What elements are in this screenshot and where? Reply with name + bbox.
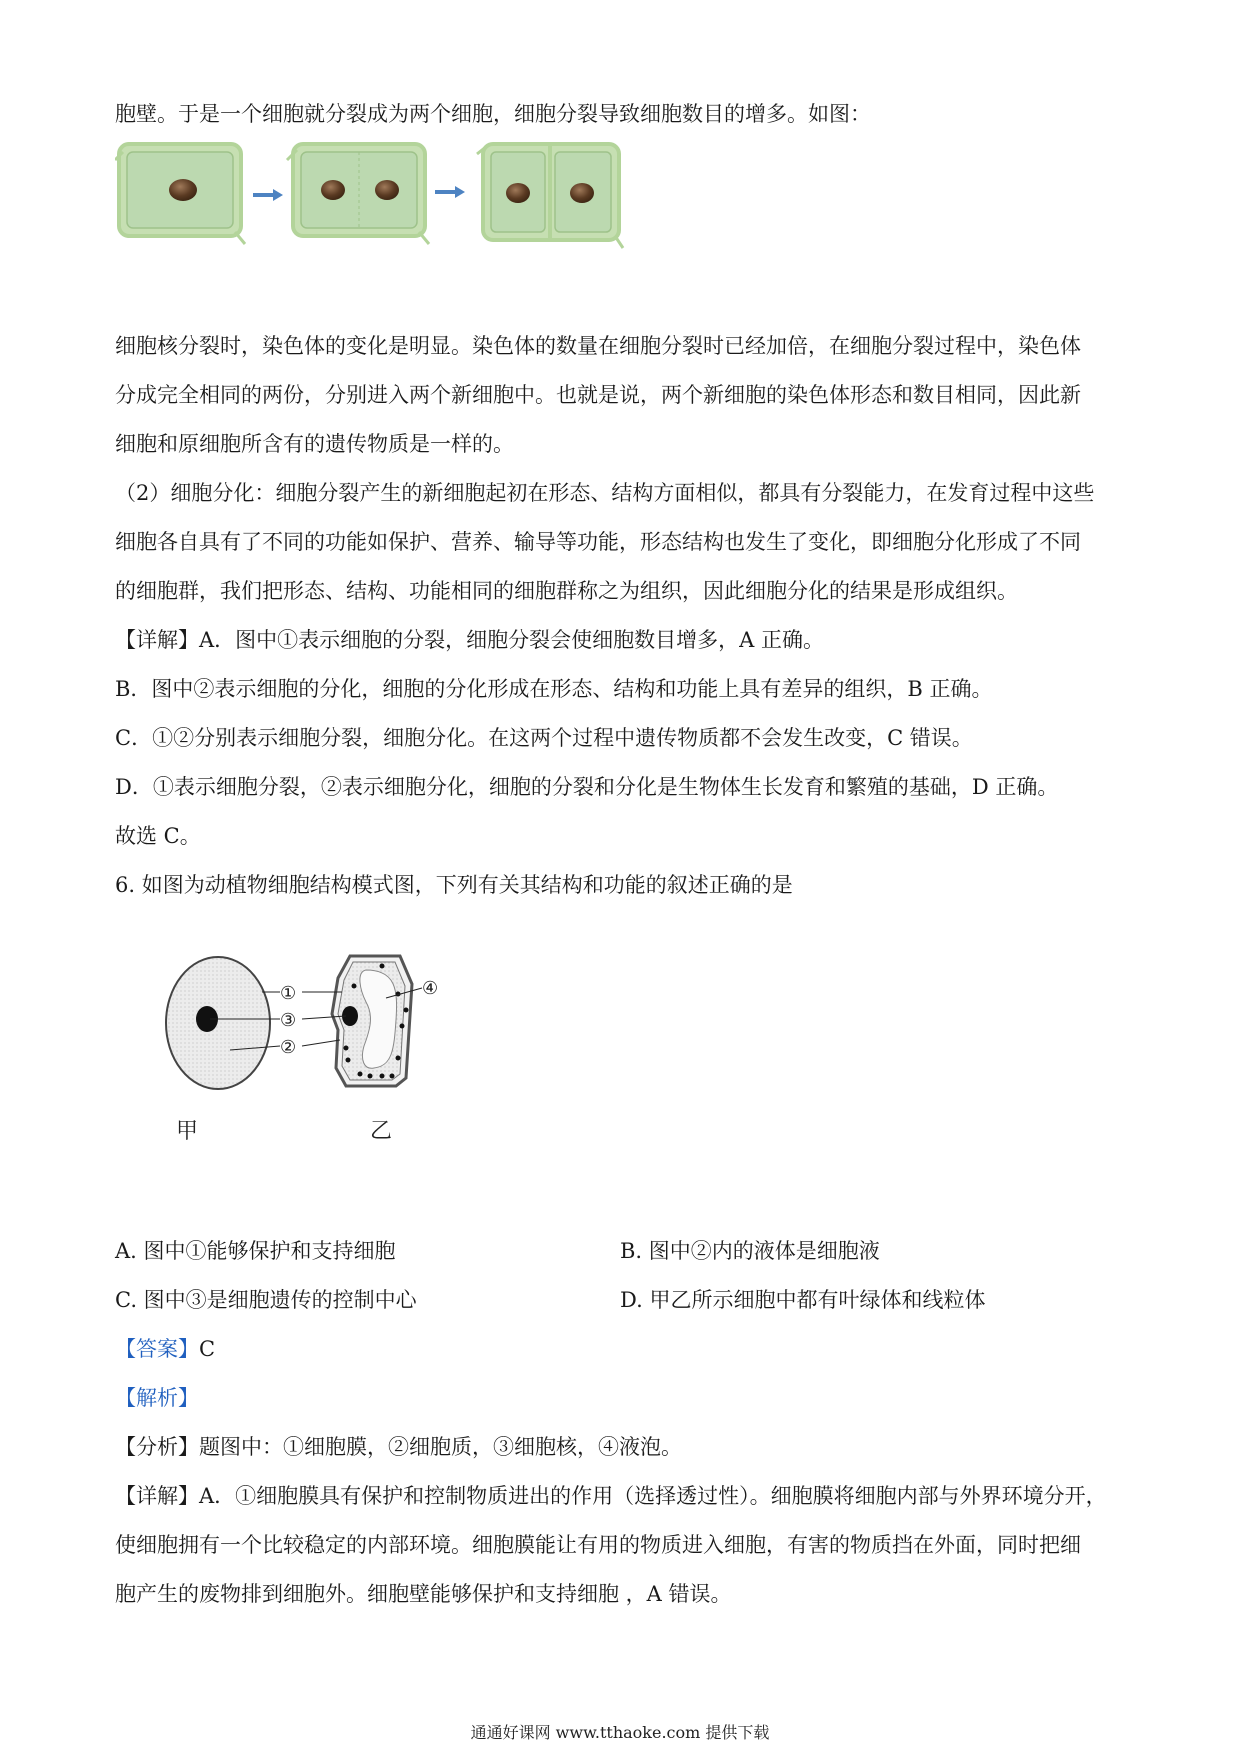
text-line: 使细胞拥有一个比较稳定的内部环境。细胞膜能让有用的物质进入细胞，有害的物质挡在外面，同时把细 <box>115 1533 1081 1557</box>
arrow-icon <box>435 186 465 198</box>
label-2: ② <box>280 1037 297 1058</box>
nucleus <box>169 179 197 201</box>
nucleus <box>570 183 594 203</box>
answer-label: 【答案】 <box>115 1337 199 1361</box>
text-line: 分成完全相同的两份，分别进入两个新细胞中。也就是说，两个新细胞的染色体形态和数目相同，因此新 <box>115 383 1081 407</box>
label-1: ① <box>280 983 297 1004</box>
nucleus <box>375 180 399 200</box>
text-line: 细胞各自具有了不同的功能如保护、营养、输导等功能，形态结构也发生了变化，即细胞分化形成了不同 <box>115 530 1081 554</box>
animal-cell <box>166 957 270 1089</box>
text-line: 胞产生的废物排到细胞外。细胞壁能够保护和支持细胞 ，A 错误。 <box>115 1582 732 1606</box>
text-line: 【详解】A．①细胞膜具有保护和控制物质进出的作用（选择透过性）。细胞膜将细胞内部与外界环境分开， <box>115 1484 1107 1508</box>
two-cells <box>477 144 623 248</box>
option-a: A. 图中①能够保护和支持细胞 <box>115 1239 396 1263</box>
text-line: 的细胞群，我们把形态、结构、功能相同的细胞群称之为组织，因此细胞分化的结果是形成组织。 <box>115 579 1018 603</box>
answer-value: C <box>199 1337 216 1361</box>
arrow-icon <box>253 189 283 201</box>
answer-line <box>115 1334 1135 1364</box>
text-line: 【分析】题图中：①细胞膜，②细胞质，③细胞核，④液泡。 <box>115 1435 682 1459</box>
text-line: C．①②分别表示细胞分裂，细胞分化。在这两个过程中遗传物质都不会发生改变，C 错误。 <box>115 726 973 750</box>
cell-structure-figure <box>160 950 480 1150</box>
single-cell <box>115 144 245 244</box>
analysis-label: 【解析】 <box>115 1386 199 1410</box>
text-line: B．图中②表示细胞的分化，细胞的分化形成在形态、结构和功能上具有差异的组织，B 正确。 <box>115 677 993 701</box>
dividing-cell <box>287 144 429 244</box>
nucleus <box>321 180 345 200</box>
text-line: 【详解】A．图中①表示细胞的分裂，细胞分裂会使细胞数目增多，A 正确。 <box>115 628 825 652</box>
text-line: 胞壁。于是一个细胞就分裂成为两个细胞，细胞分裂导致细胞数目的增多。如图： <box>115 102 871 126</box>
caption-jia: 甲 <box>176 1119 199 1144</box>
text-line: 细胞和原细胞所含有的遗传物质是一样的。 <box>115 432 514 456</box>
cell-division-figure <box>115 140 715 270</box>
text-line: 故选 C。 <box>115 824 201 848</box>
nucleus <box>506 183 530 203</box>
option-c: C. 图中③是细胞遗传的控制中心 <box>115 1288 417 1312</box>
caption-yi: 乙 <box>370 1119 393 1144</box>
text-line: D．①表示细胞分裂，②表示细胞分化，细胞的分裂和分化是生物体生长发育和繁殖的基础，D 正确。 <box>115 775 1059 799</box>
option-b: B. 图中②内的液体是细胞液 <box>620 1239 880 1263</box>
question-stem: 6. 如图为动植物细胞结构模式图，下列有关其结构和功能的叙述正确的是 <box>115 873 793 897</box>
option-d: D. 甲乙所示细胞中都有叶绿体和线粒体 <box>620 1288 986 1312</box>
label-3: ③ <box>280 1010 297 1031</box>
label-4: ④ <box>422 978 439 999</box>
page-footer: 通通好课网 www.tthaoke.com 提供下载 <box>470 1723 770 1742</box>
text-line: 细胞核分裂时，染色体的变化是明显。染色体的数量在细胞分裂时已经加倍，在细胞分裂过程中，染色体 <box>115 334 1081 358</box>
text-line: （2）细胞分化：细胞分裂产生的新细胞起初在形态、结构方面相似，都具有分裂能力，在发育过程中这些 <box>115 481 1095 505</box>
